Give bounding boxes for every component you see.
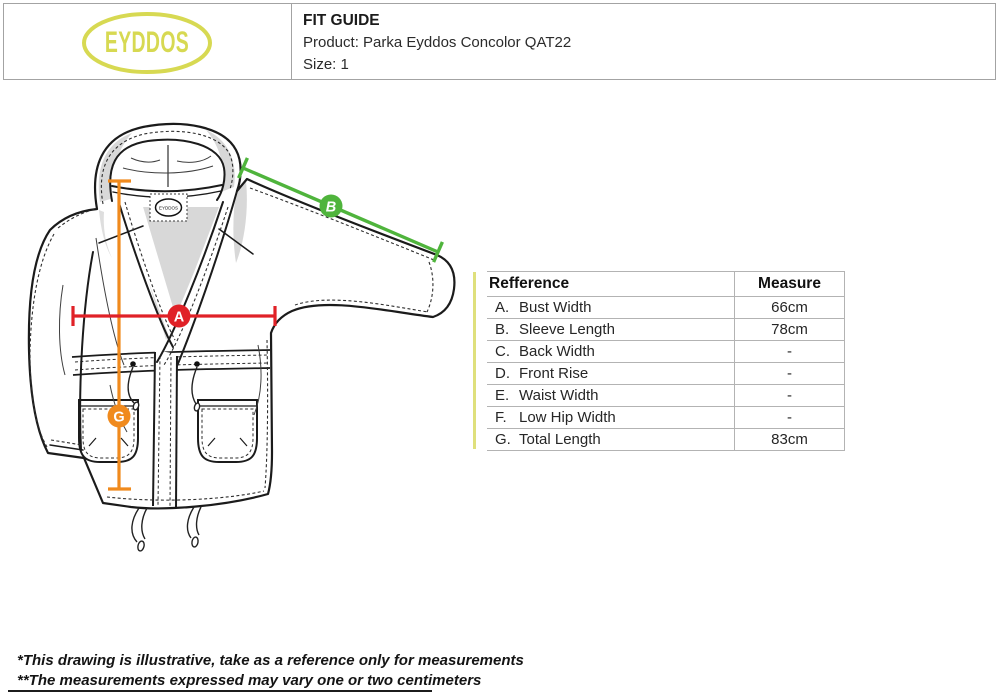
row-measure: -: [735, 385, 845, 407]
bottom-rule: [8, 690, 432, 692]
table-row: [487, 363, 845, 385]
header: [3, 3, 996, 80]
footnote-2: **The measurements expressed may vary one or two centimeters: [17, 672, 482, 689]
marker-A-letter: A: [173, 309, 185, 326]
row-name: Back Width: [519, 343, 595, 360]
logo-text: EYDDOS: [104, 27, 190, 60]
table-row: [487, 407, 845, 429]
table-accent-bar: [473, 271, 476, 450]
front-placket: [153, 350, 177, 508]
row-name: Total Length: [519, 431, 601, 448]
row-name: Waist Width: [519, 387, 599, 404]
product-line: Product: Parka Eyddos Concolor QAT22: [303, 34, 572, 51]
footnote-1: *This drawing is illustrative, take as a reference only for measurements: [17, 652, 524, 669]
measurement-table-block: [473, 271, 845, 451]
measure-column-header: Measure: [735, 272, 845, 297]
neck-label: [150, 194, 187, 221]
neck-label-text: EYDDOS: [158, 205, 179, 211]
row-letter: D.: [495, 365, 510, 382]
footnotes: [17, 651, 524, 691]
row-name: Front Rise: [519, 365, 589, 382]
table-row: [487, 429, 845, 451]
row-letter: B.: [495, 321, 510, 338]
marker-B-letter: B: [325, 199, 337, 216]
brand-logo-icon: [4, 4, 291, 79]
row-name: Sleeve Length: [519, 321, 615, 338]
brand-logo: [4, 4, 292, 79]
table-row: [487, 385, 845, 407]
hood-opening: [110, 141, 223, 202]
table-row: [487, 297, 845, 319]
table-header-row: [487, 272, 845, 297]
size-line: Size: 1: [303, 56, 349, 73]
row-letter: F.: [495, 409, 507, 426]
measurement-table: [487, 271, 845, 451]
header-info: [292, 4, 995, 79]
row-measure: -: [735, 341, 845, 363]
row-measure: -: [735, 407, 845, 429]
row-measure: 78cm: [735, 319, 845, 341]
table-row: [487, 341, 845, 363]
marker-G-letter: G: [113, 409, 125, 426]
reference-column-header: Refference: [487, 272, 735, 297]
row-measure: 83cm: [735, 429, 845, 451]
row-letter: G.: [495, 431, 511, 448]
row-name: Bust Width: [519, 299, 592, 316]
table-row: [487, 319, 845, 341]
row-letter: E.: [495, 387, 510, 404]
row-letter: A.: [495, 299, 510, 316]
row-letter: C.: [495, 343, 510, 360]
row-name: Low Hip Width: [519, 409, 616, 426]
row-measure: -: [735, 363, 845, 385]
row-measure: 66cm: [735, 297, 845, 319]
page-title: FIT GUIDE: [303, 12, 380, 29]
